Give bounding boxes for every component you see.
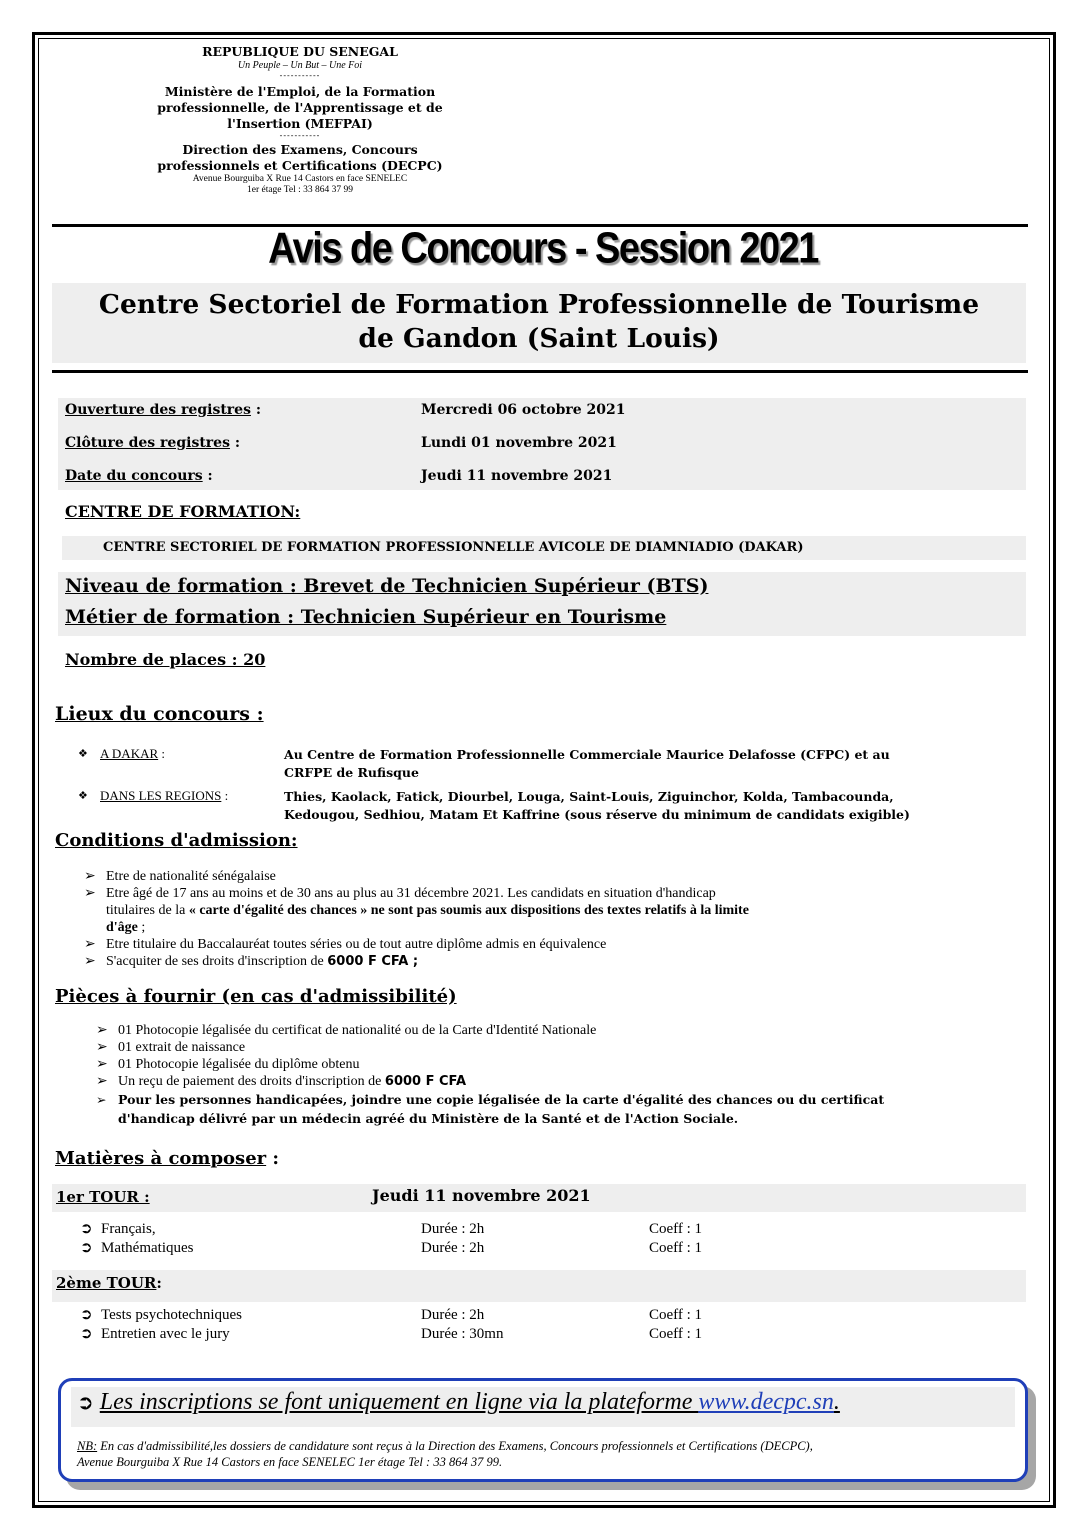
subject-name: Français, (101, 1221, 156, 1237)
subject-coeff: Coeff : 1 (649, 1307, 703, 1323)
centre-title (52, 283, 1026, 363)
notice-nb: NB: En cas d'admissibilité,les dossiers de candidature sont reçus à la Direction des Examens, Concours professionnels et Certifications (DECPC), Avenue Bourguiba X Rue 14 Castors en face SENELEC 1er étage Tel : 33 864 37 99. (77, 1439, 813, 1469)
date-row-label: Date du concours : (65, 468, 213, 484)
arrow-bullet-icon: ➢ (84, 868, 96, 884)
diamond-icon: ❖ (78, 789, 88, 802)
subject-duree: Durée : 2h (421, 1221, 485, 1237)
centre-formation-value: CENTRE SECTORIEL DE FORMATION PROFESSIONNELLE AVICOLE DE DIAMNIADIO (DAKAR) (103, 540, 804, 555)
nombre-places: Nombre de places : 20 (65, 650, 266, 669)
letterhead (100, 44, 500, 196)
list-item: ➢ Pour les personnes handicapées, joindre une copie légalisée de la carte d'égalité des chances ou du certificat d'handicap délivré par un médecin agréé du Ministère de la Santé et de l'Action Sociale. (96, 1092, 885, 1126)
lieu-value: Thies, Kaolack, Fatick, Diourbel, Louga, Saint-Louis, Ziguinchor, Kolda, Tambacounda, Kedougou, Sedhiou, Matam Et Kaffrine (sous réserve du minimum de candidats exigible) (284, 789, 910, 822)
circle-arrow-icon: ➲ (80, 1307, 93, 1323)
arrow-bullet-icon: ➢ (96, 1039, 108, 1055)
subject-duree: Durée : 2h (421, 1240, 485, 1256)
tour1-date: Jeudi 11 novembre 2021 (372, 1186, 591, 1205)
centre-title-line: Centre Sectoriel de Formation Professionnelle de Tourisme (98, 289, 980, 320)
lieu-label: DANS LES REGIONS : (100, 788, 229, 803)
ministry-line: l'Insertion (MEFPAI) (227, 116, 373, 131)
lieu-label: A DAKAR : (100, 746, 166, 761)
date-row-value: Jeudi 11 novembre 2021 (421, 468, 613, 484)
matieres-title: Matières à composer : (55, 1148, 280, 1169)
date-row-value: Lundi 01 novembre 2021 (421, 435, 617, 451)
list-item: ➢ S'acquiter de ses droits d'inscription de 6000 F CFA ; (84, 953, 419, 969)
circle-arrow-icon: ➲ (80, 1240, 93, 1256)
centre-title-line: de Gandon (Saint Louis) (358, 323, 720, 354)
national-motto: Un Peuple – Un But – Une Foi (237, 60, 363, 71)
direction-line: Direction des Examens, Concours (182, 142, 418, 157)
arrow-bullet-icon: ➢ (96, 1022, 108, 1038)
separator: ----------- (279, 71, 321, 80)
list-item: ➢ Etre titulaire du Baccalauréat toutes séries ou de tout autre diplôme admis en équivalence (84, 936, 607, 952)
circle-arrow-icon: ➲ (80, 1221, 93, 1237)
subject-coeff: Coeff : 1 (649, 1240, 703, 1256)
lieu-value: Au Centre de Formation Professionnelle Commerciale Maurice Delafosse (CFPC) et au CRFPE de Rufisque (284, 747, 890, 780)
address-line: Avenue Bourguiba X Rue 14 Castors en face SENELEC (192, 174, 408, 184)
ministry-line: professionnelle, de l'Apprentissage et de (157, 100, 443, 115)
notice-main-text: ➲ Les inscriptions se font uniquement en ligne via la plateforme www.decpc.sn. (77, 1389, 840, 1415)
tour2-label: 2ème TOUR: (56, 1274, 162, 1292)
direction-line: professionnels et Certifications (DECPC) (157, 158, 443, 173)
conditions-list (84, 868, 1028, 970)
date-row-label: Clôture des registres : (65, 435, 241, 451)
arrow-bullet-icon: ➢ (84, 885, 96, 901)
arrow-bullet-icon: ➢ (84, 953, 96, 969)
arrow-bullet-icon: ➢ (96, 1092, 107, 1107)
ministry-line: Ministère de l'Emploi, de la Formation (164, 84, 436, 99)
metier-formation: Métier de formation : Technicien Supérieur en Tourisme (65, 606, 667, 628)
banner-title: Avis de Concours - Session 2021 (268, 224, 818, 274)
subject-coeff: Coeff : 1 (649, 1326, 703, 1342)
decpc-link[interactable]: www.decpc.sn (698, 1389, 834, 1415)
arrow-bullet-icon: ➢ (96, 1073, 108, 1089)
lieux-title: Lieux du concours : (55, 703, 264, 725)
pieces-title: Pièces à fournir (en cas d'admissibilité) (55, 986, 457, 1007)
list-item: ➢ Etre âgé de 17 ans au moins et de 30 ans au plus au 31 décembre 2021. Les candidats en situation d'handicap titulaires de la « carte d'égalité des chances » ne sont pas soumis aux dispositions des textes relatifs à la limite d'âge ; (84, 885, 749, 935)
list-item: ➢ 01 Photocopie légalisée du certificat de nationalité ou de la Carte d'Identité Nationale (96, 1022, 597, 1038)
list-item: ➢ 01 Photocopie légalisée du diplôme obtenu (96, 1056, 360, 1072)
tour1-label: 1er TOUR : (56, 1188, 150, 1206)
diamond-icon: ❖ (78, 747, 88, 760)
niveau-formation: Niveau de formation : Brevet de Technicien Supérieur (BTS) (65, 575, 709, 597)
title-rule (52, 370, 1028, 373)
centre-formation-label: CENTRE DE FORMATION: (65, 502, 301, 521)
subject-duree: Durée : 2h (421, 1307, 485, 1323)
list-item: ➢ 01 extrait de naissance (96, 1039, 246, 1055)
subject-name: Entretien avec le jury (101, 1326, 230, 1342)
circle-arrow-icon: ➲ (80, 1326, 93, 1342)
subject-duree: Durée : 30mn (421, 1326, 504, 1342)
tour2-shade (52, 1270, 1026, 1302)
pieces-list (96, 1022, 1028, 1128)
conditions-title: Conditions d'admission: (55, 830, 298, 851)
subject-name: Tests psychotechniques (101, 1307, 243, 1323)
subject-coeff: Coeff : 1 (649, 1221, 703, 1237)
separator: ----------- (279, 131, 321, 140)
list-item: ➢ Un reçu de paiement des droits d'inscription de 6000 F CFA (96, 1073, 467, 1089)
date-row-label: Ouverture des registres : (65, 402, 261, 418)
republic-name: REPUBLIQUE DU SENEGAL (202, 44, 398, 59)
arrow-bullet-icon: ➢ (84, 936, 96, 952)
circle-arrow-icon: ➲ (77, 1390, 94, 1414)
registration-notice (58, 1378, 1028, 1482)
arrow-bullet-icon: ➢ (96, 1056, 108, 1072)
date-row-value: Mercredi 06 octobre 2021 (421, 402, 626, 418)
address-line: 1er étage Tel : 33 864 37 99 (246, 185, 353, 195)
subject-name: Mathématiques (101, 1240, 194, 1256)
list-item: ➢ Etre de nationalité sénégalaise (84, 868, 276, 884)
